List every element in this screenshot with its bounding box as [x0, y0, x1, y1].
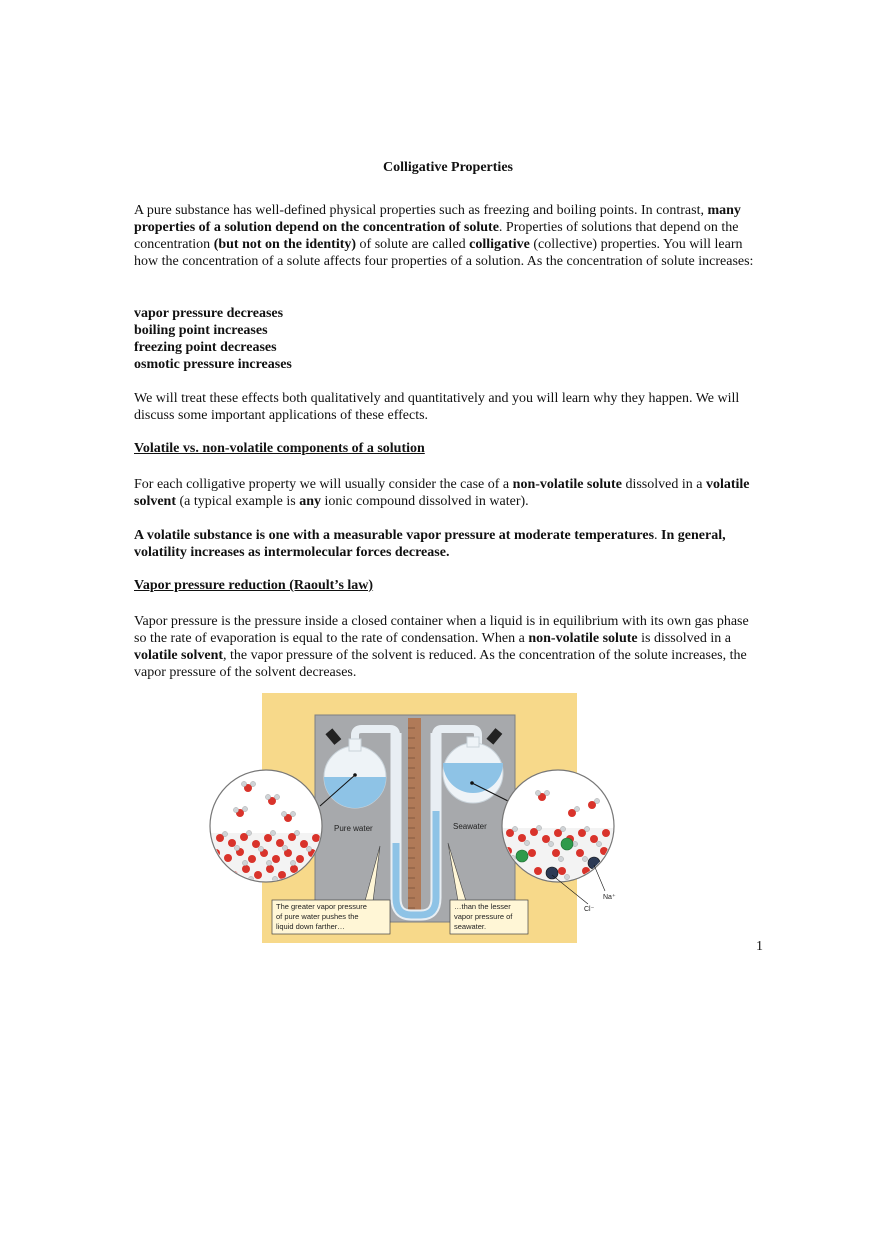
effect-item: osmotic pressure increases — [134, 357, 292, 372]
left-caption-line: The greater vapor pressure — [276, 902, 367, 911]
left-caption-box — [272, 900, 390, 934]
raoult-paragraph: Vapor pressure is the pressure inside a closed container when a liquid is in equilibrium with its own gas phase so the rate of evaporation is equal to the rate of condensation. When a non-volatile solute is dissolved in a volatile solvent, the vapor pressure of the solvent is reduced. As the concentration of the solute increases, the vapor pressure of the solvent decreases. — [134, 614, 749, 680]
right-caption-box — [450, 900, 528, 934]
effect-item: vapor pressure decreases — [134, 306, 284, 321]
effect-item: freezing point decreases — [134, 340, 277, 355]
treatment-paragraph: We will treat these effects both qualitatively and quantitatively and you will learn why they happen. We will discuss some important applications of these effects. — [134, 391, 740, 423]
page-number: 1 — [756, 939, 763, 954]
seawater-label: Seawater — [453, 822, 487, 831]
left-caption-line: of pure water pushes the — [276, 912, 359, 921]
volatility-definition: A volatile substance is one with a measurable vapor pressure at moderate temperatures. In general, volatility increases as intermolecular forces decrease. — [134, 528, 726, 560]
intro-paragraph: A pure substance has well-defined physical properties such as freezing and boiling points. In contrast, many properties of a solution depend on the concentration of solute. Properties of solutions that depend on the concentration (but not on the identity) of solute are called colligative (collective) properties. You will learn how the concentration of a solute affects four properties of a solution. As the concentration of solute increases: — [134, 203, 754, 269]
effect-item: boiling point increases — [134, 323, 268, 338]
chloride-label: Cl⁻ — [584, 906, 595, 913]
volatile-paragraph: For each colligative property we will usually consider the case of a non-volatile solute dissolved in a volatile solvent (a typical example is any ionic compound dissolved in water). — [134, 477, 750, 509]
effects-list — [134, 305, 292, 373]
page-title: Colligative Properties — [383, 160, 513, 175]
pure-water-label: Pure water — [334, 824, 373, 833]
right-caption-line: …than the lesser — [454, 902, 511, 911]
sodium-label: Na⁺ — [603, 894, 616, 901]
vapor-pressure-figure — [210, 693, 616, 945]
left-caption-line: liquid down farther… — [276, 922, 345, 931]
section-heading-volatile: Volatile vs. non-volatile components of a solution — [134, 441, 425, 456]
section-heading-raoult: Vapor pressure reduction (Raoult’s law) — [134, 578, 374, 593]
right-caption-line: seawater. — [454, 922, 487, 931]
right-caption-line: vapor pressure of — [454, 912, 513, 921]
